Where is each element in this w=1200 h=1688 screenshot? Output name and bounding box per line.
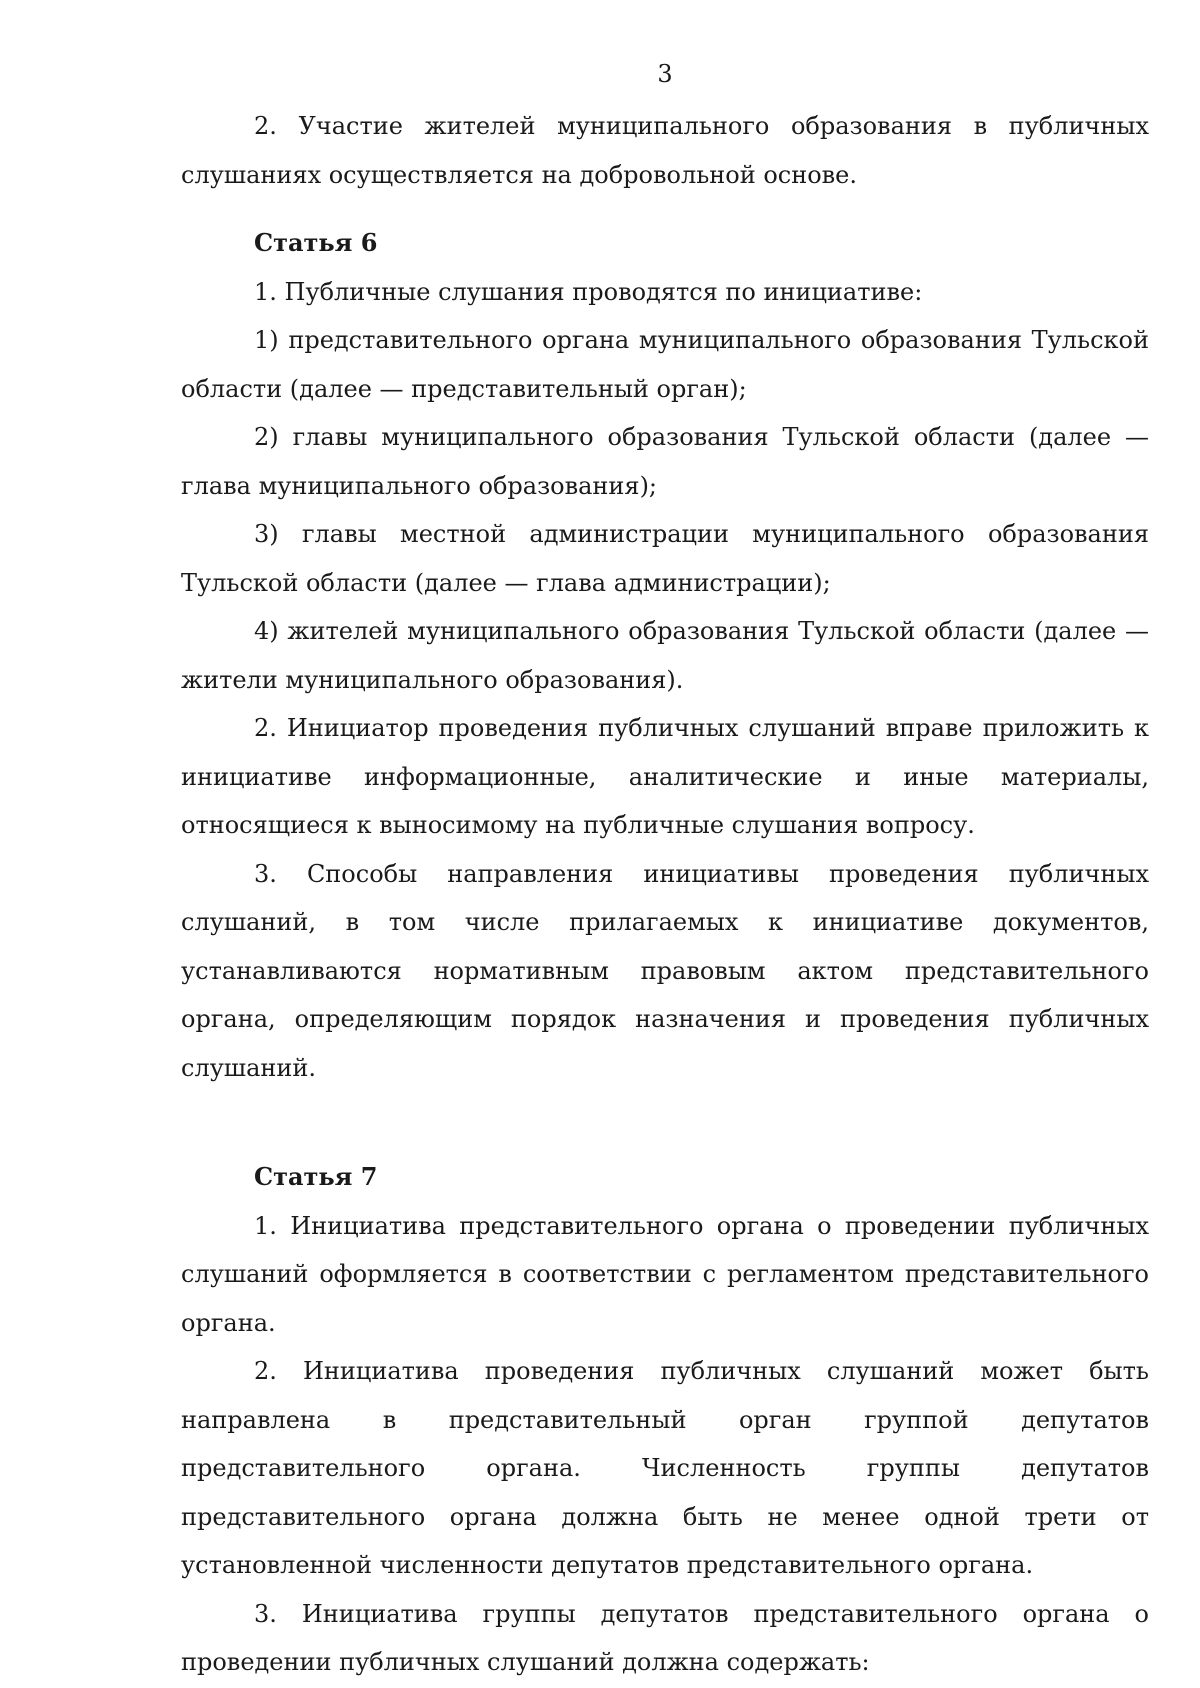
paragraph: 3) главы местной администрации муниципального образования Тульской области (далее — глава администрации); xyxy=(181,520,1149,597)
paragraph: 2. Инициатор проведения публичных слушаний вправе приложить к инициативе информационные, аналитические и иные материалы, относящиеся к выносимому на публичные слушания вопросу. xyxy=(181,714,1149,839)
spacer xyxy=(181,1092,1149,1153)
paragraph: 2. Участие жителей муниципального образования в публичных слушаниях осуществляется на добровольной основе. xyxy=(181,112,1149,189)
paragraph: 1) представительного органа муниципального образования Тульской области (далее — представительный орган); xyxy=(181,326,1149,403)
paragraph: 4) жителей муниципального образования Тульской области (далее — жители муниципального образования). xyxy=(181,617,1149,694)
spacer xyxy=(181,199,1149,219)
paragraph: 3. Инициатива группы депутатов представительного органа о проведении публичных слушаний должна содержать: xyxy=(181,1599,1149,1676)
paragraph: 1. Инициатива представительного органа о проведении публичных слушаний оформляется в соответствии с регламентом представительного органа. xyxy=(181,1211,1149,1337)
article-6-heading: Статья 6 xyxy=(254,228,378,257)
paragraph: 3. Способы направления инициативы проведения публичных слушаний, в том числе прилагаемых к инициативе документов, устанавливаются нормативным правовым актом представительного органа, определяющим порядок назначения и проведения публичных слушаний. xyxy=(181,859,1149,1082)
page-number: 3 xyxy=(657,60,673,88)
paragraph: 2. Инициатива проведения публичных слушаний может быть направлена в представительный орган группой депутатов представительного органа. Численность группы депутатов представительного органа должна быть не менее одной трети от установленной численности депутатов представительного органа. xyxy=(181,1357,1149,1579)
paragraph: 2) главы муниципального образования Тульской области (далее — глава муниципального образования); xyxy=(181,423,1149,500)
document-body xyxy=(181,102,1149,1687)
article-7-heading: Статья 7 xyxy=(254,1162,378,1191)
paragraph: 1. Публичные слушания проводятся по инициативе: xyxy=(254,277,923,306)
